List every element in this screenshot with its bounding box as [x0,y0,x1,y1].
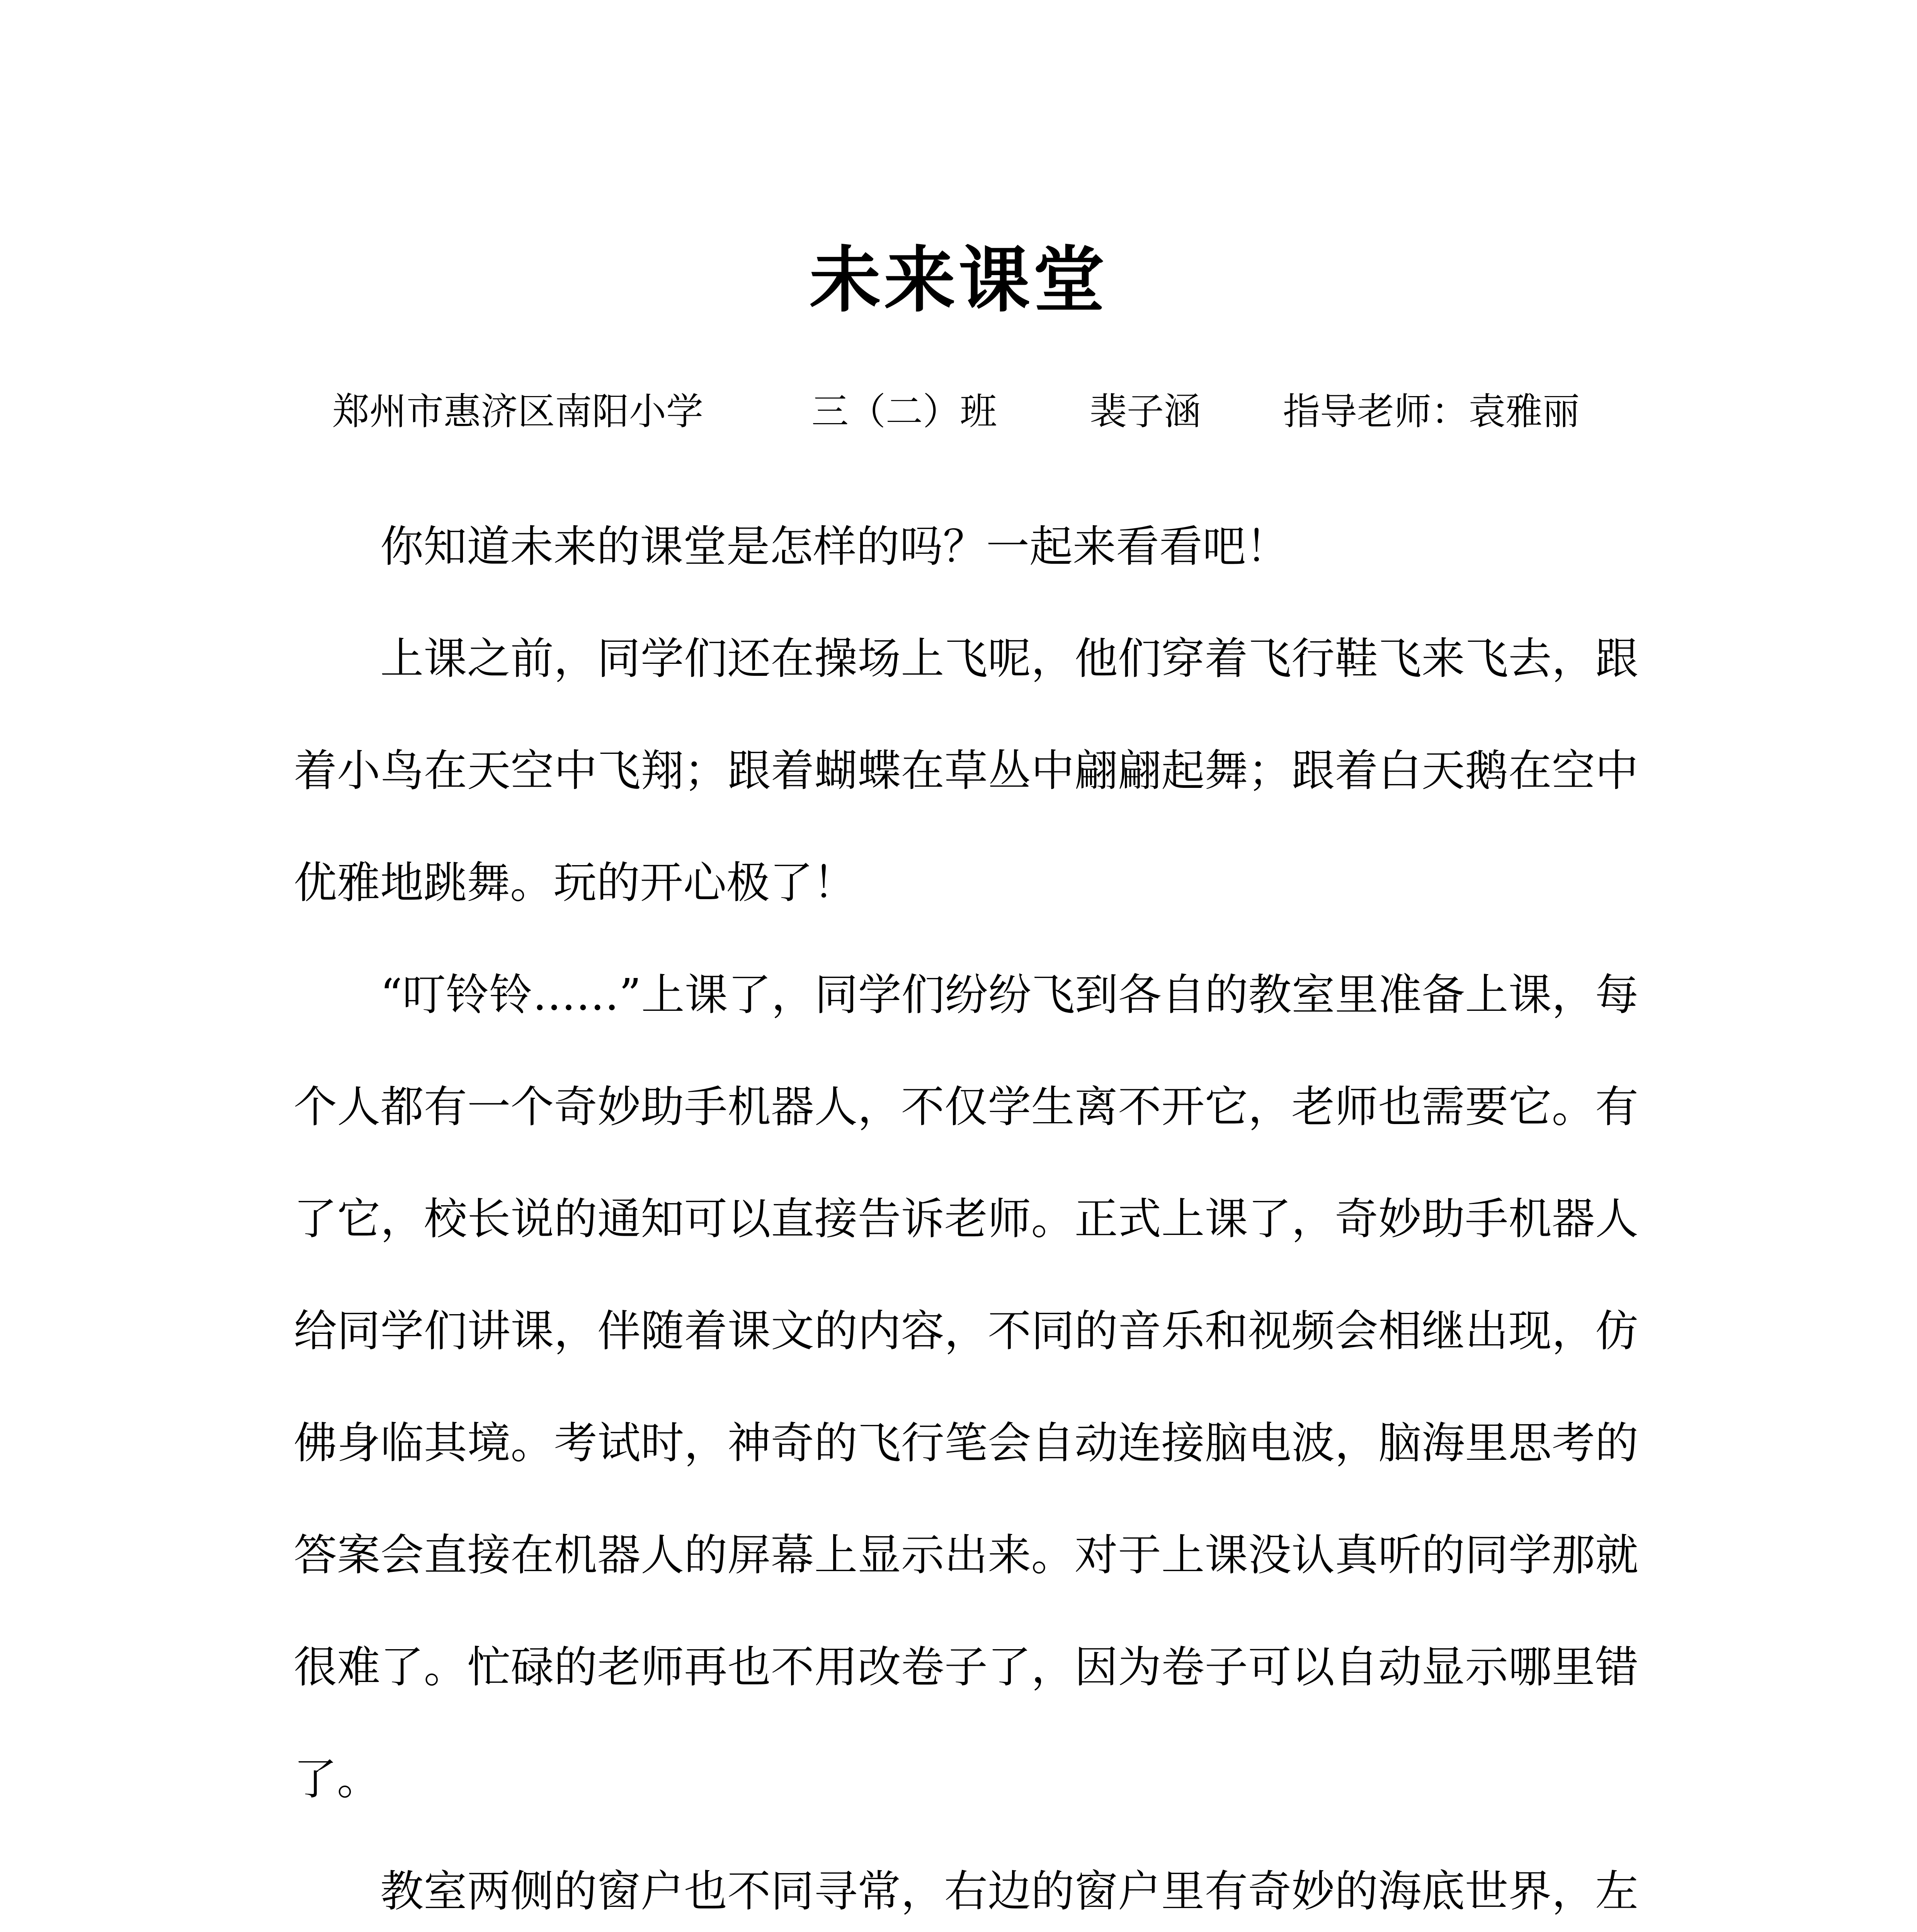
paragraph: “叮铃铃……”上课了，同学们纷纷飞到各自的教室里准备上课，每个人都有一个奇妙助手机器人，不仅学生离不开它，老师也需要它。有了它，校长说的通知可以直接告诉老师。正式上课了，奇妙助手机器人给同学们讲课，伴随着课文的内容，不同的音乐和视频会相继出现，仿佛身临其境。考试时，神奇的飞行笔会自动连接脑电波，脑海里思考的答案会直接在机器人的屏幕上显示出来。对于上课没认真听的同学那就很难了。忙碌的老师再也不用改卷子了，因为卷子可以自动显示哪里错了。 [294,970,1638,1804]
byline [332,381,1646,442]
author-name: 裴子涵 [1090,390,1201,433]
teacher-name: 指导老师：袁雅丽 [1283,390,1580,433]
essay-body [294,491,1638,1932]
class-name: 三（二）班 [811,390,997,433]
paragraph: 教室两侧的窗户也不同寻常，右边的窗户里有奇妙的海底世界，左 [380,1866,1638,1917]
paragraph: 你知道未来的课堂是怎样的吗？一起来看看吧！ [380,522,1289,572]
school-name: 郑州市惠济区南阳小学 [332,390,703,433]
paragraph: 上课之前，同学们还在操场上飞呢，他们穿着飞行鞋飞来飞去，跟着小鸟在天空中飞翔；跟着蝴蝶在草丛中翩翩起舞；跟着白天鹅在空中优雅地跳舞。玩的开心极了！ [294,634,1638,908]
essay-title: 未来课堂 [809,238,1108,322]
